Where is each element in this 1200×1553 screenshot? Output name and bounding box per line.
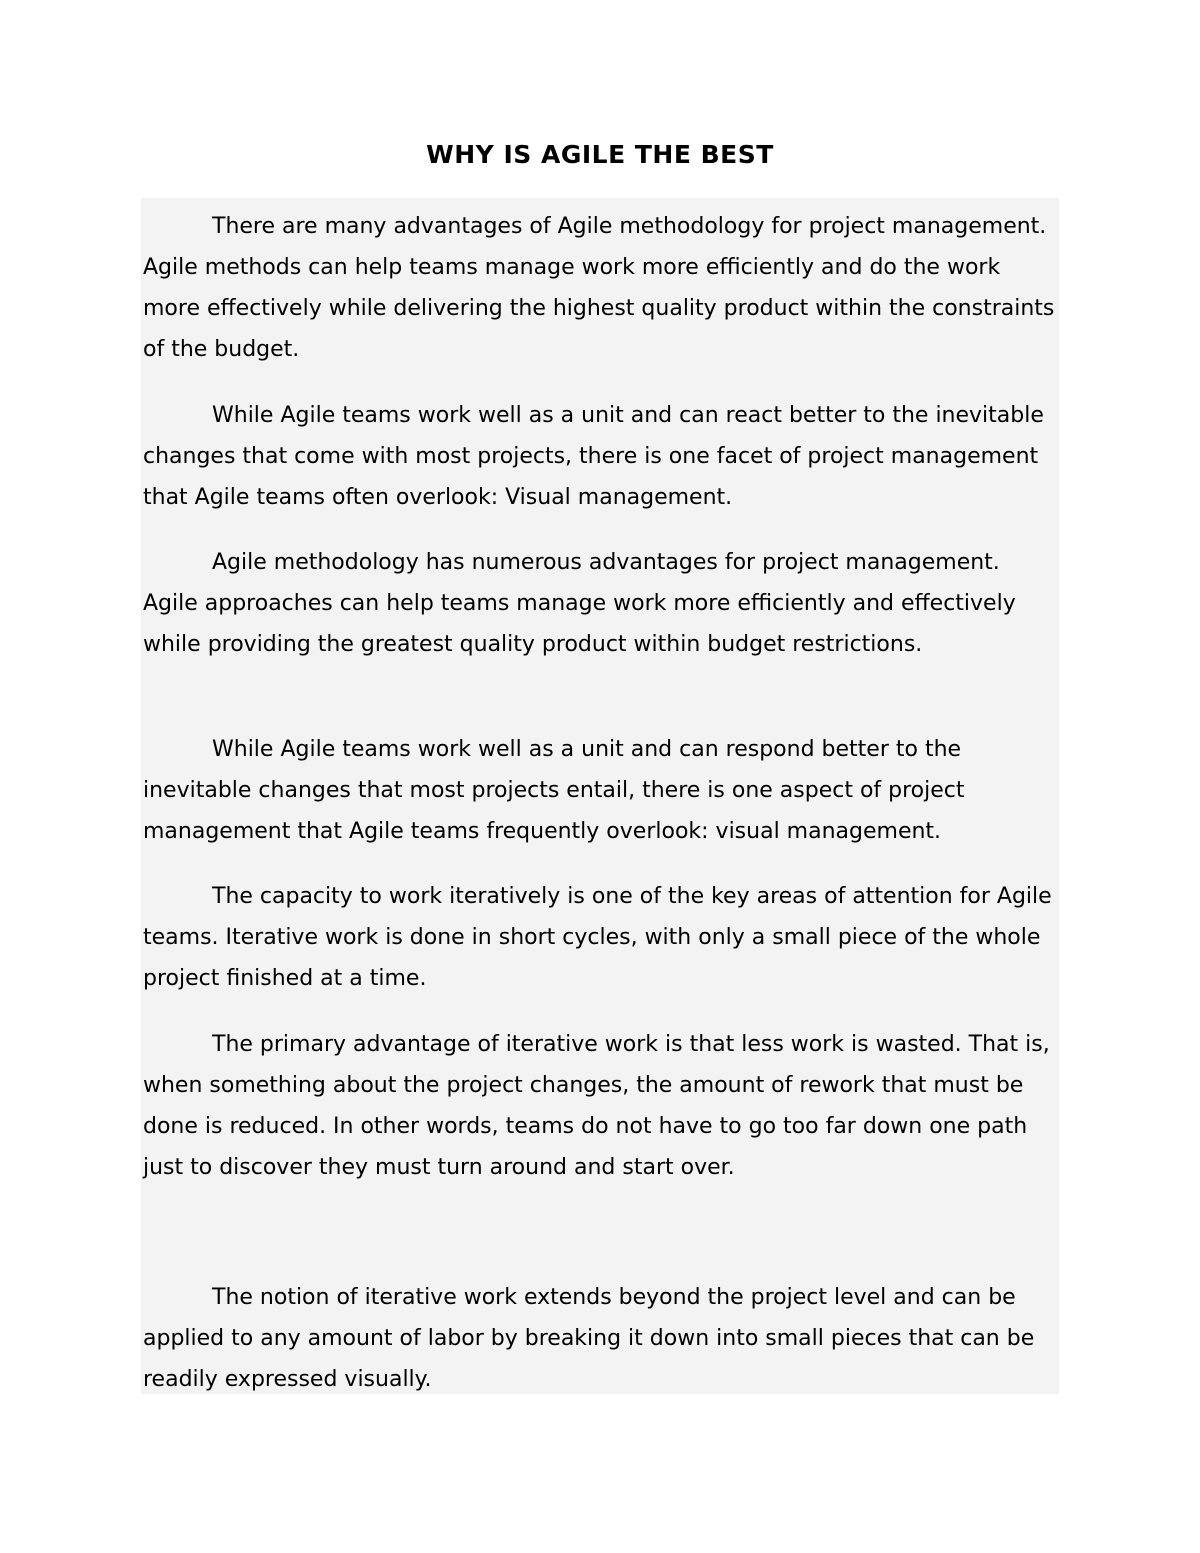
paragraph-4: While Agile teams work well as a unit and can respond better to the inevitable changes that most projects entail, there is one aspect of project management that Agile teams frequently overlook: visual management. (143, 737, 965, 844)
paragraph-5: The capacity to work iteratively is one of the key areas of attention for Agile teams. Iterative work is done in short cycles, with only a small piece of the whole project finished at a time. (143, 884, 1052, 991)
document-title: WHY IS AGILE THE BEST (426, 140, 774, 169)
paragraph-6: The primary advantage of iterative work is that less work is wasted. That is, when something about the project changes, the amount of rework that must be done is reduced. In other words, teams do not have to go too far down one path just to discover they must turn around and start over. (143, 1032, 1050, 1180)
paragraph-1: There are many advantages of Agile methodology for project management. Agile methods can help teams manage work more efficiently and do the work more effectively while delivering the highest quality product within the constraints of the budget. (143, 214, 1055, 362)
paragraph-3: Agile methodology has numerous advantages for project management. Agile approaches can help teams manage work more efficiently and effectively while providing the greatest quality product within budget restrictions. (143, 550, 1016, 657)
paragraph-2: While Agile teams work well as a unit and can react better to the inevitable changes that come with most projects, there is one facet of project management that Agile teams often overlook: Visual management. (143, 403, 1044, 510)
paragraph-7: The notion of iterative work extends beyond the project level and can be applied to any amount of labor by breaking it down into small pieces that can be readily expressed visually. (143, 1285, 1035, 1392)
